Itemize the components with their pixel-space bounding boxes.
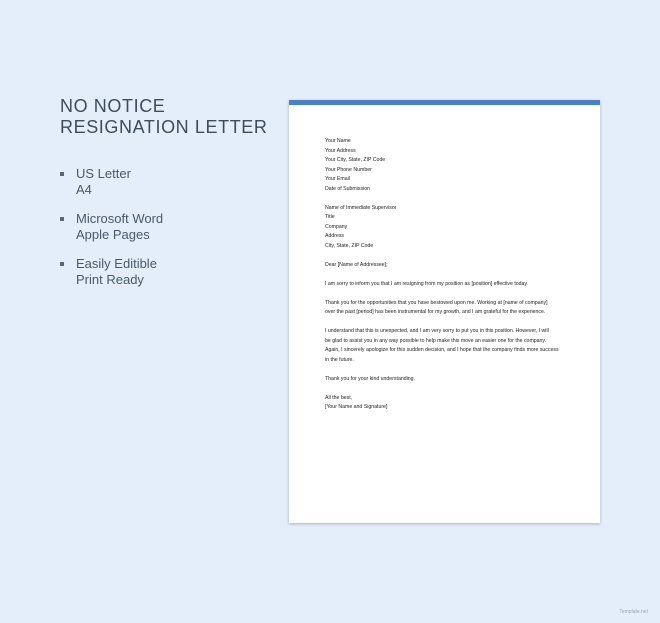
closing-block — [325, 394, 575, 413]
bullet-icon — [60, 172, 64, 176]
paragraph-line: be glad to assist you in any way possible to help make this move an easier one for the company. — [325, 337, 547, 344]
letter-preview — [289, 100, 600, 523]
paragraph-line: Again, I sincerely apologize for this sudden decision, and I hope that the company finds more success — [325, 347, 559, 353]
title-line-2: RESIGNATION LETTER — [60, 117, 268, 137]
feature-app-2: Apple Pages — [76, 226, 150, 242]
sender-address: Your Address — [325, 147, 356, 154]
recipient-name: Name of Immediate Supervisor — [325, 204, 397, 211]
submission-date: Date of Submission — [325, 185, 370, 192]
accent-bar — [289, 100, 600, 105]
sender-name: Your Name — [325, 138, 351, 144]
salutation-text: Dear [Name of Addressee]; — [325, 261, 388, 268]
feature-list — [60, 166, 163, 301]
page-title — [60, 96, 268, 138]
paragraph-line: over the past [period] has been instrumental for my growth, and I am grateful for the experience. — [325, 309, 546, 315]
sender-email: Your Email — [325, 176, 350, 182]
paragraph-line: Thank you for the opportunities that you have bestowed upon me. Working at [name of company] — [325, 299, 548, 306]
recipient-block — [325, 204, 575, 252]
letter-body — [325, 137, 575, 422]
sender-city: Your City, State, ZIP Code — [325, 157, 386, 163]
feature-app-1: Microsoft Word — [76, 211, 164, 226]
paragraph-line: in the future. — [325, 356, 354, 363]
feature-item — [60, 256, 163, 287]
feature-edit-1: Easily Editible — [76, 256, 157, 271]
paragraph-1 — [325, 280, 575, 290]
recipient-city: City, State, ZIP Code — [325, 242, 374, 249]
feature-format-1: US Letter — [76, 166, 131, 181]
paragraph-line: Thank you for your kind understanding. — [325, 375, 415, 382]
signature-placeholder: [Your Name and Signature] — [325, 404, 388, 410]
paragraph-3 — [325, 327, 575, 365]
sender-phone: Your Phone Number — [325, 166, 372, 173]
salutation — [325, 261, 575, 271]
sender-block — [325, 137, 575, 194]
feature-format-2: A4 — [76, 181, 92, 197]
watermark: Template.net — [619, 609, 648, 615]
feature-item — [60, 211, 163, 242]
paragraph-line: I understand that this is unexpected, and I am very sorry to put you in this position. However, I will — [325, 328, 549, 334]
recipient-address: Address — [325, 233, 345, 239]
recipient-title: Title — [325, 214, 335, 220]
paragraph-2 — [325, 299, 575, 318]
feature-item — [60, 166, 163, 197]
paragraph-line: I am sorry to inform you that I am resigning from my position as [position] effective today. — [325, 280, 529, 287]
feature-edit-2: Print Ready — [76, 271, 144, 287]
closing-text: All the best, — [325, 394, 353, 401]
bullet-icon — [60, 217, 64, 221]
recipient-company: Company — [325, 223, 348, 230]
paragraph-4 — [325, 375, 575, 385]
bullet-icon — [60, 262, 64, 266]
title-line-1: NO NOTICE — [60, 96, 166, 116]
